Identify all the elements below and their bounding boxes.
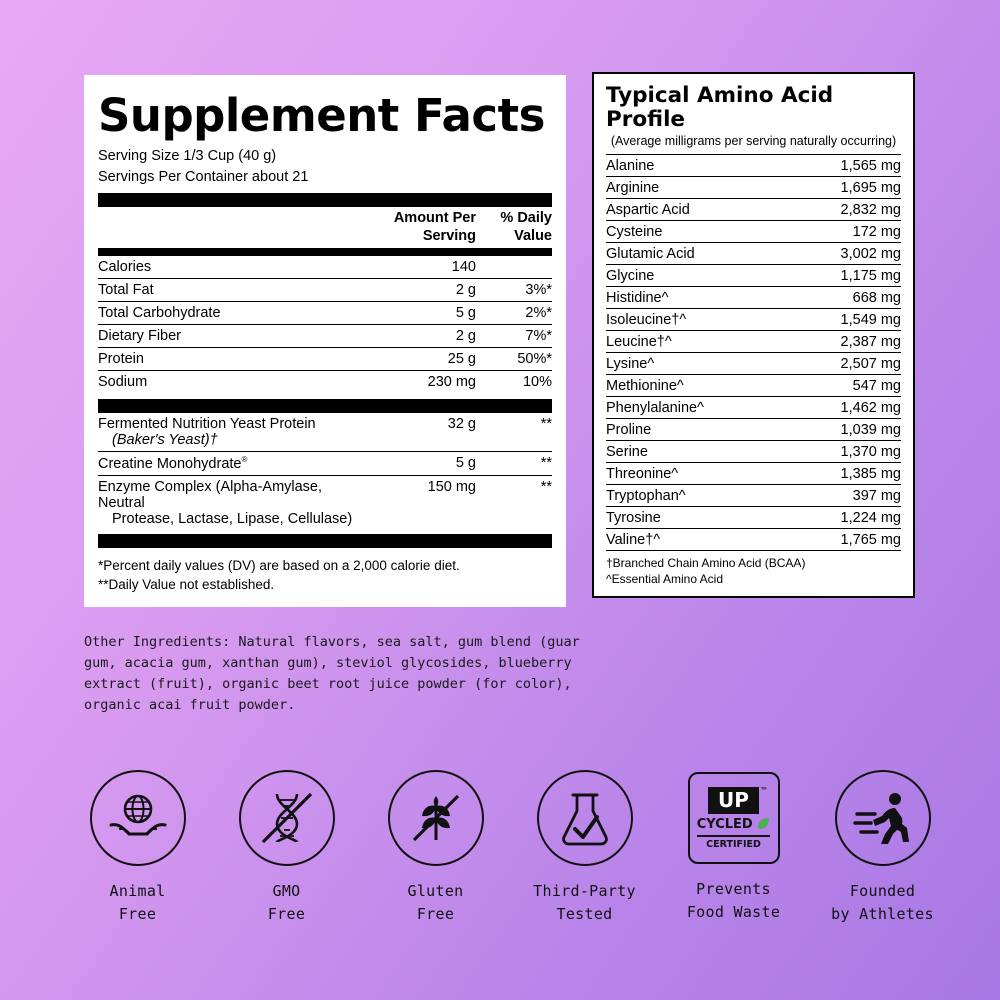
supplement-facts-table [98,207,552,248]
ingredient-name: Creatine Monohydrate® [98,451,356,475]
nutrient-name: Dietary Fiber [98,324,356,347]
badge-label: Prevents Food Waste [686,880,781,921]
amino-profile-title: Typical Amino Acid Profile [606,83,834,132]
amino-value: 1,565 mg [788,155,901,177]
ingredient-amount: 32 g [447,415,476,432]
amino-value: 2,507 mg [788,353,901,375]
amino-profile-subtitle: (Average milligrams per serving naturally occurring) [610,134,897,149]
amino-value: 547 mg [788,375,901,397]
nutrient-dv: 10% [476,370,552,393]
table-row [606,177,901,199]
amino-value: 1,175 mg [788,265,901,287]
nutrient-name: Protein [98,347,356,370]
table-row [606,331,901,353]
amino-name: Proline [606,419,788,441]
table-row [606,507,901,529]
column-header-daily-value: % Daily Value [500,210,552,244]
nutrient-amount: 25 g [356,347,476,370]
servings-per-container: Servings Per Container about 21 [98,168,309,185]
table-row [98,451,552,475]
ingredient-amount: 150 mg [356,475,476,530]
badge-circle [90,770,186,866]
amino-value: 1,462 mg [788,397,901,419]
badge-label: Founded by Athletes [831,882,934,923]
trademark-icon: ™ [759,785,768,795]
page-title: Supplement Facts [98,89,545,142]
ingredient-name: Enzyme Complex (Alpha-Amylase, Neutral Protease, Lactase, Lipase, Cellulase) [98,475,356,530]
nutrient-amount: 5 g [356,301,476,324]
badge-square [688,772,780,864]
badge-label: Third-Party Tested [533,882,636,923]
table-row [606,353,901,375]
table-row [98,413,552,452]
proprietary-rows-table [98,413,552,530]
amino-name: Methionine^ [606,375,788,397]
wheat-crossed-out-icon [404,786,468,850]
amino-value: 2,832 mg [788,199,901,221]
nutrient-dv: 7%* [476,324,552,347]
nutrient-name: Total Carbohydrate [98,301,356,324]
divider-medium [98,248,552,256]
amino-name: Alanine [606,155,788,177]
other-ingredients-text: Other Ingredients: Natural flavors, sea salt, gum blend (guar gum, acacia gum, xanthan gum), steviol glycosides, blueberry extract (fruit), organic beet root juice powder (for color), organic acai fruit powder. [84,634,580,713]
badge-circle [537,770,633,866]
amino-value: 1,765 mg [788,529,901,551]
amino-value: 668 mg [788,287,901,309]
table-row [606,287,901,309]
amino-name: Histidine^ [606,287,788,309]
divider-thick-mid [98,399,552,413]
amino-name: Glycine [606,265,788,287]
amino-value: 2,387 mg [788,331,901,353]
table-row [606,529,901,551]
amino-name: Tryptophan^ [606,485,788,507]
dna-crossed-out-icon [255,786,319,850]
badge-label: GMO Free [267,882,306,923]
amino-value: 1,039 mg [788,419,901,441]
table-row [98,324,552,347]
badge-row [70,770,950,925]
table-row [606,441,901,463]
nutrient-amount: 140 [451,258,476,275]
amino-value: 1,224 mg [788,507,901,529]
footnote-essential: ^Essential Amino Acid [606,572,724,587]
amino-value: 1,385 mg [788,463,901,485]
ingredient-dv: ** [540,415,552,432]
amino-name: Lysine^ [606,353,788,375]
table-row [606,419,901,441]
footnotes [98,548,552,595]
badge-label: Animal Free [109,882,166,923]
supplement-facts-panel [84,75,566,607]
upcycled-certified-icon: UP ™ CYCLED CERTIFIED [697,787,771,850]
amino-name: Tyrosine [606,507,788,529]
ingredient-dv: ** [476,475,552,530]
amino-name: Cysteine [606,221,788,243]
serving-size: Serving Size 1/3 Cup (40 g) [98,148,277,164]
table-row [606,309,901,331]
amino-name: Valine†^ [606,529,788,551]
badge-animal-free [70,770,205,925]
badge-gmo-free [219,770,354,925]
footnote-dv: *Percent daily values (DV) are based on a 2,000 calorie diet. [98,557,460,573]
table-row [98,301,552,324]
table-row [98,475,552,530]
table-row [98,278,552,301]
amino-name: Threonine^ [606,463,788,485]
ingredient-name: Fermented Nutrition Yeast Protein (Baker's Yeast)† [98,415,316,448]
footnote-bcaa: †Branched Chain Amino Acid (BCAA) [606,556,806,571]
nutrient-dv: 50%* [476,347,552,370]
table-header-row [98,207,552,248]
amino-name: Arginine [606,177,788,199]
amino-acid-profile-panel [592,72,915,598]
amino-value: 1,370 mg [788,441,901,463]
runner-icon [851,788,915,848]
nutrient-name: Calories [98,258,152,275]
column-header-amount: Amount Per Serving [393,210,476,244]
amino-value: 3,002 mg [788,243,901,265]
badge-circle [835,770,931,866]
nutrient-amount: 230 mg [356,370,476,393]
amino-name: Serine [606,441,788,463]
nutrient-dv [476,256,552,279]
nutrient-name: Sodium [98,370,356,393]
amino-name: Aspartic Acid [606,199,788,221]
nutrient-amount: 2 g [356,324,476,347]
badge-circle [388,770,484,866]
amino-acid-table [606,154,901,550]
leaf-icon [757,817,770,830]
table-row [606,265,901,287]
amino-value: 172 mg [788,221,901,243]
table-row [98,370,552,393]
table-row [606,375,901,397]
amino-name: Phenylalanine^ [606,397,788,419]
badge-founded-by-athletes [815,770,950,925]
globe-in-hands-icon [107,787,169,849]
flask-checkmark-icon [555,787,615,849]
amino-footnotes [606,550,901,587]
ingredient-dv: ** [476,451,552,475]
badge-label: Gluten Free [407,882,464,923]
table-row [98,256,552,279]
table-row [606,221,901,243]
nutrient-amount: 2 g [356,278,476,301]
amino-name: Glutamic Acid [606,243,788,265]
badge-prevents-food-waste [666,770,801,923]
badge-gluten-free [368,770,503,925]
header-blank [98,207,356,248]
footnote-no-dv: **Daily Value not established. [98,577,275,593]
table-row [606,243,901,265]
table-row [606,155,901,177]
nutrient-rows-table [98,256,552,393]
nutrient-name: Total Fat [98,278,356,301]
serving-info [98,146,552,193]
ingredient-amount: 5 g [356,451,476,475]
nutrient-dv: 2%* [476,301,552,324]
divider-thick-top [98,193,552,207]
amino-value: 397 mg [788,485,901,507]
table-row [606,463,901,485]
badge-third-party-tested [517,770,652,925]
amino-value: 1,695 mg [788,177,901,199]
table-row [98,347,552,370]
amino-value: 1,549 mg [788,309,901,331]
divider-thick-bottom [98,534,552,548]
table-row [606,397,901,419]
table-row [606,485,901,507]
nutrient-dv: 3%* [476,278,552,301]
badge-circle [239,770,335,866]
amino-name: Leucine†^ [606,331,788,353]
registered-trademark-icon: ® [241,454,248,464]
amino-name: Isoleucine†^ [606,309,788,331]
table-row [606,199,901,221]
